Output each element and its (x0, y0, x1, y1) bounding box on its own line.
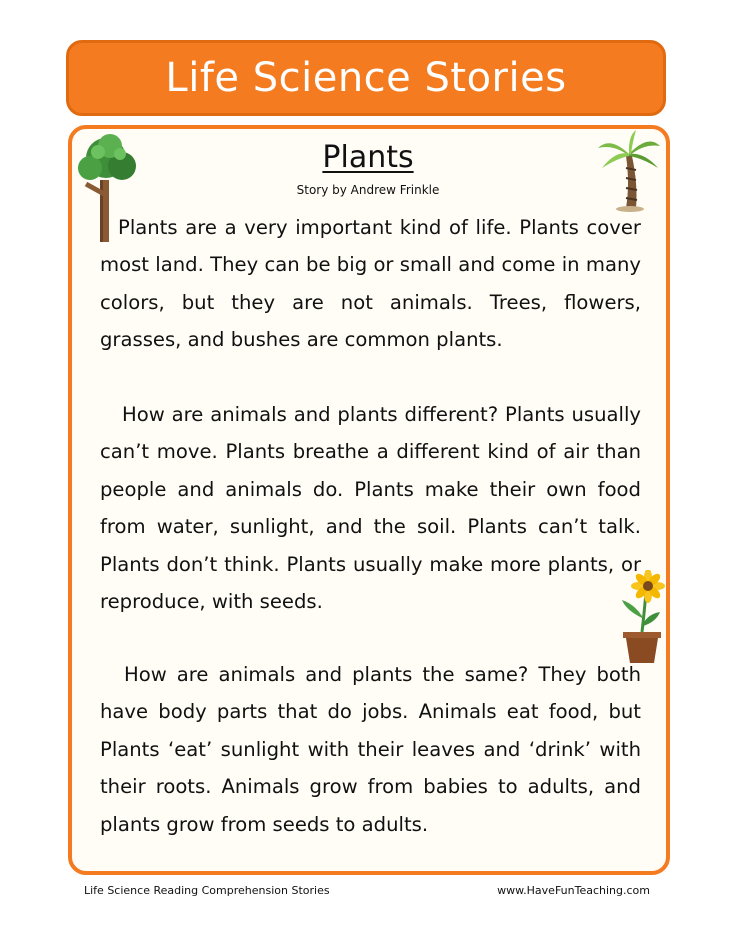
story-title: Plants (322, 140, 414, 175)
footer-series: Life Science Reading Comprehension Stories (84, 884, 330, 897)
potted-flower-icon (618, 570, 666, 665)
banner-title: Life Science Stories (165, 55, 567, 101)
story-paragraph-2: How are animals and plants different? Plants usually can’t move. Plants breathe a different kind of air than people and animals do. Plants make their own food from water, sunlight, and the soil. Plants can’t talk. Plants don’t think. Plants usually make more plants, or reproduce, with seeds. (100, 403, 641, 614)
story-author: Story by Andrew Frinkle (296, 183, 440, 197)
footer-website: www.HaveFunTeaching.com (497, 884, 650, 897)
story-paragraph-1: Plants are a very important kind of life. Plants cover most land. They can be big or small and come in many colors, but they are not animals. Trees, flowers, grasses, and bushes are common plants. (100, 216, 641, 352)
story-paragraph-3: How are animals and plants the same? They both have body parts that do jobs. Animals eat food, but Plants ‘eat’ sunlight with their leaves and ‘drink’ with their roots. Animals grow from babies to adults, and plants grow from seeds to adults. (100, 663, 641, 836)
title-banner (66, 40, 666, 116)
